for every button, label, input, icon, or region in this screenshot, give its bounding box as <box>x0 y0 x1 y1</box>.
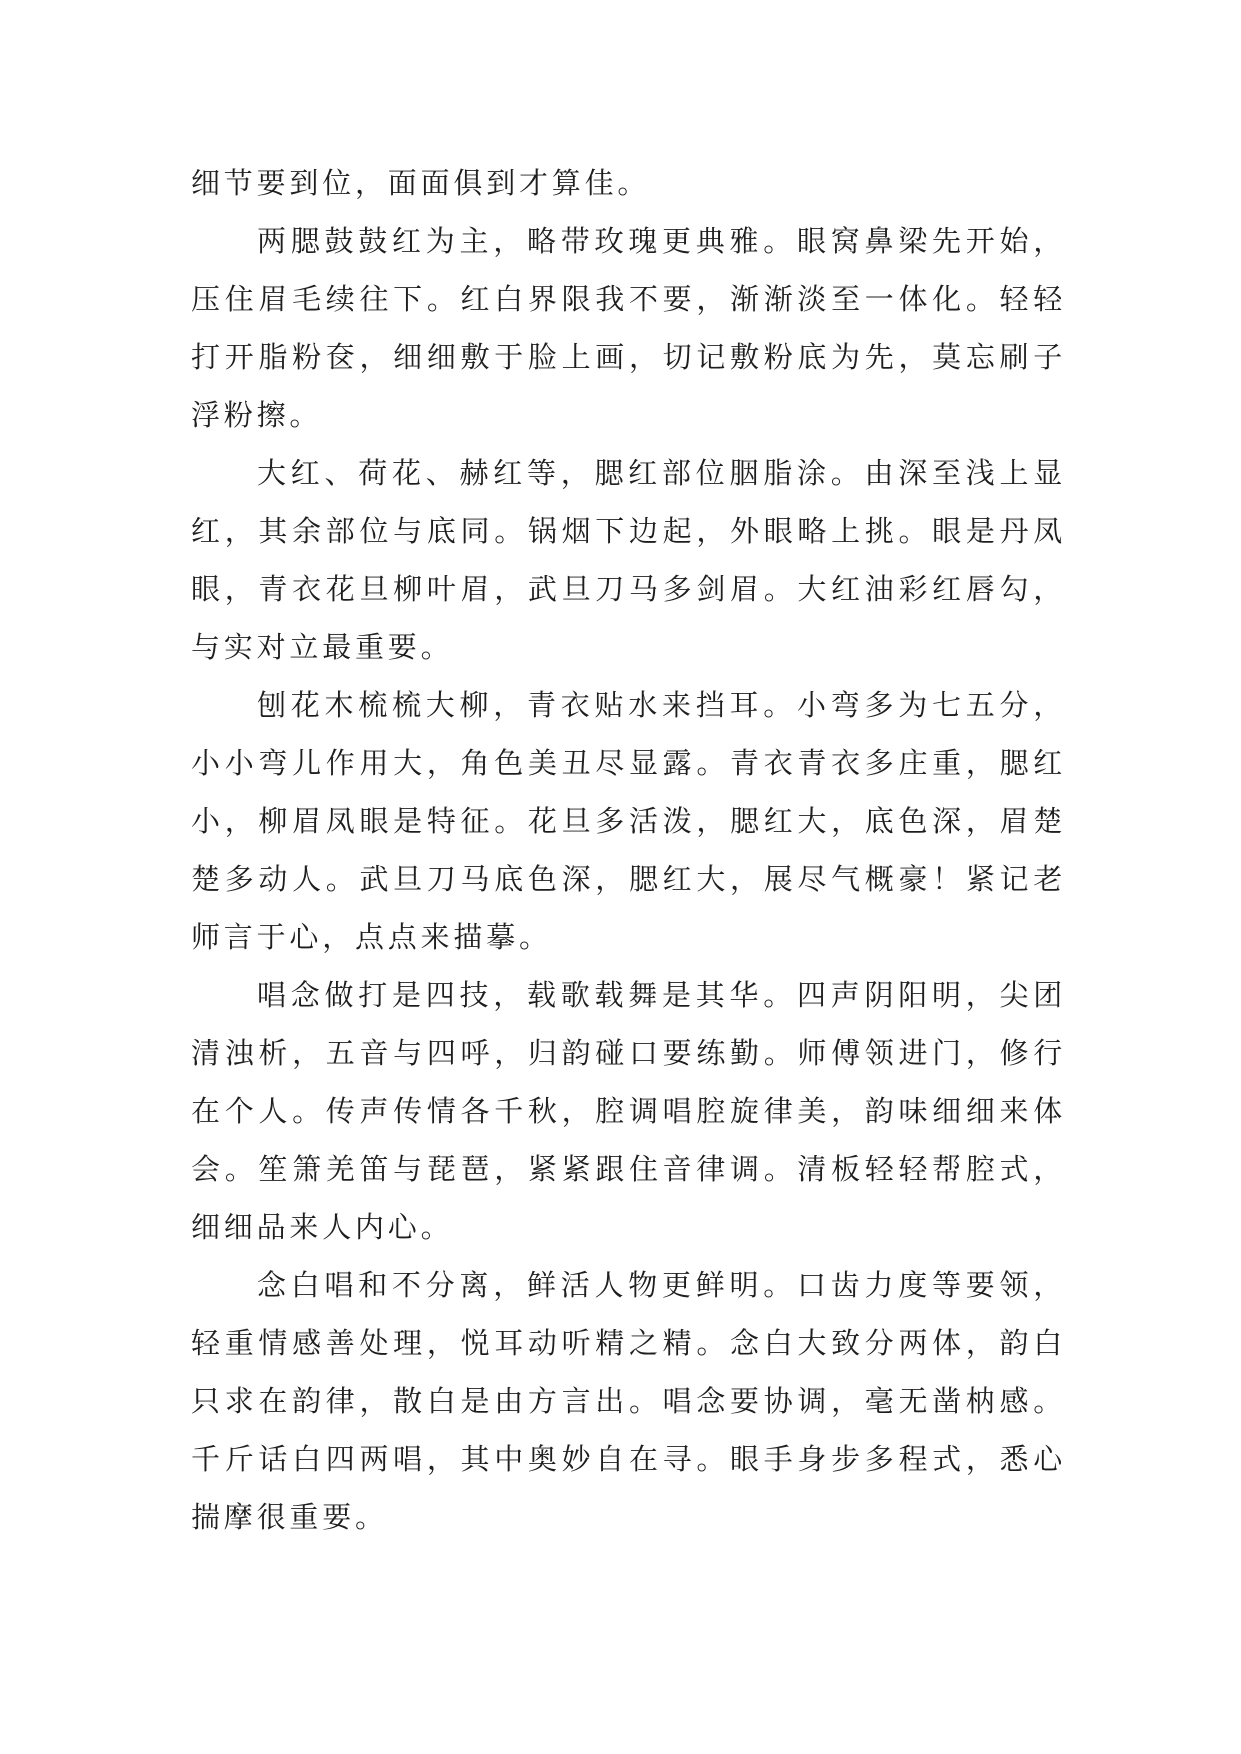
paragraph-5: 唱念做打是四技，载歌载舞是其华。四声阴阳明，尖团清浊析，五音与四呼，归韵碰口要练勤。师傅领进门，修行在个人。传声传情各千秋，腔调唱腔旋律美，韵味细细来体会。笙箫羌笛与琵琶，紧紧跟住音律调。清板轻轻帮腔式，细细品来人内心。 <box>191 978 1066 1244</box>
body-text <box>191 154 1066 1546</box>
paragraph-1: 细节要到位，面面俱到才算佳。 <box>191 166 651 200</box>
paragraph-2: 两腮鼓鼓红为主，略带玫瑰更典雅。眼窝鼻梁先开始，压住眉毛续往下。红白界限我不要，渐渐淡至一体化。轻轻打开脂粉奁，细细敷于脸上画，切记敷粉底为先，莫忘刷子浮粉擦。 <box>191 224 1066 432</box>
paragraph-3: 大红、荷花、赫红等，腮红部位胭脂涂。由深至浅上显红，其余部位与底同。锅烟下边起，外眼略上挑。眼是丹凤眼，青衣花旦柳叶眉，武旦刀马多剑眉。大红油彩红唇勾，与实对立最重要。 <box>191 456 1066 664</box>
paragraph-6: 念白唱和不分离，鲜活人物更鲜明。口齿力度等要领，轻重情感善处理，悦耳动听精之精。念白大致分两体，韵白只求在韵律，散白是由方言出。唱念要协调，毫无凿枘感。千斤话白四两唱，其中奥妙自在寻。眼手身步多程式，悉心揣摩很重要。 <box>191 1268 1066 1534</box>
paragraph-4: 刨花木梳梳大柳，青衣贴水来挡耳。小弯多为七五分，小小弯儿作用大，角色美丑尽显露。青衣青衣多庄重，腮红小，柳眉凤眼是特征。花旦多活泼，腮红大，底色深，眉楚楚多动人。武旦刀马底色深，腮红大，展尽气概豪！紧记老师言于心，点点来描摹。 <box>191 688 1066 954</box>
